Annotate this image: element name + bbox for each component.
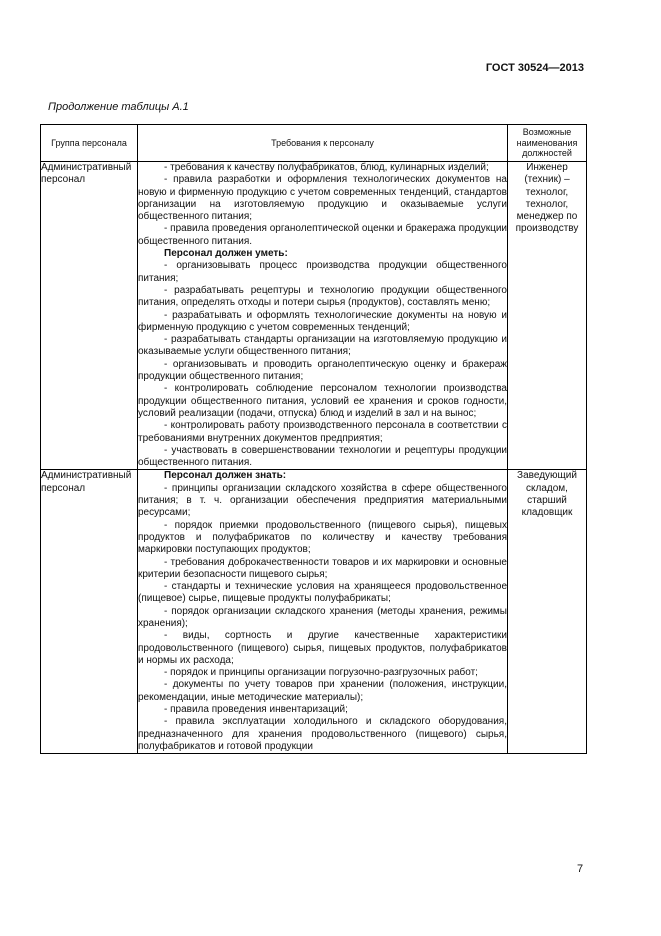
group-cell: Административный персонал bbox=[41, 162, 138, 470]
table-row bbox=[41, 162, 587, 470]
requirement-item: - контролировать соблюдение персоналом технологии производства продукции общественного питания, условий ее хранения и сроков годности, условий реализации (подачи, отпуска) блюд и изделий в зал и на вынос; bbox=[138, 383, 507, 419]
table-header-row bbox=[41, 125, 587, 162]
requirement-item: - участвовать в совершенствовании технологии и рецептуры продукции общественного питания. bbox=[138, 444, 507, 469]
requirement-item: - организовывать и проводить органолептическую оценку и бракераж продукции общественного питания; bbox=[138, 358, 507, 383]
header-requirements: Требования к персоналу bbox=[138, 125, 508, 162]
positions-cell: Инженер (техник) – технолог, технолог, менеджер по производству bbox=[508, 162, 587, 470]
requirement-item: - контролировать работу производственного персонала в соответствии с требованиями внутренних документов предприятия; bbox=[138, 420, 507, 444]
requirement-heading: Персонал должен уметь: bbox=[164, 248, 288, 260]
requirement-item: - требования доброкачественности товаров и их маркировки и основные критерии безопасности пищевого сырья; bbox=[138, 556, 507, 580]
requirement-item: - правила разработки и оформления технологических документов на новую и фирменную продукцию с учетом современных тенденций, стандартов организации на изготовляемую продукцию и оказываемые услуги общественного питания; bbox=[138, 174, 507, 223]
requirement-item: - документы по учету товаров при хранении (положения, инструкции, рекомендации, иные методические материалы); bbox=[138, 679, 507, 703]
requirement-item: - виды, сортность и другие качественные характеристики продовольственного (пищевого) сырья, пищевых продуктов, полуфабрикатов и нормы их расхода; bbox=[138, 630, 507, 666]
requirement-item: - порядок организации складского хранения (методы хранения, режимы хранения); bbox=[138, 605, 507, 629]
requirement-item: - правила эксплуатации холодильного и складского оборудования, предназначенного для хранения продовольственного (пищевого) сырья, полуфабрикатов и готовой продукции bbox=[138, 716, 507, 752]
table-continuation-caption: Продолжение таблицы А.1 bbox=[48, 101, 189, 113]
requirement-item: - стандарты и технические условия на хранящееся продовольственное (пищевое) сырье, пищевые продукты полуфабрикаты; bbox=[138, 581, 507, 605]
group-cell: Административный персонал bbox=[41, 470, 138, 754]
standard-number: ГОСТ 30524—2013 bbox=[485, 62, 584, 74]
requirement-item: - разрабатывать стандарты организации на изготовляемую продукцию и оказываемые услуги общественного питания; bbox=[138, 334, 507, 358]
requirement-item: - принципы организации складского хозяйства в сфере общественного питания; в т. ч. организации обеспечения предприятия материальными ресурсами; bbox=[138, 482, 507, 519]
header-group: Группа персонала bbox=[41, 125, 138, 162]
requirement-item: - порядок приемки продовольственного (пищевого сырья), пищевых продуктов и полуфабрикатов по количеству и качеству требования маркировки поступающих продуктов; bbox=[138, 519, 507, 556]
requirement-item: - правила проведения инвентаризаций; bbox=[164, 704, 348, 716]
requirement-heading: Персонал должен знать: bbox=[164, 470, 287, 482]
staff-requirements-table bbox=[40, 124, 587, 754]
header-positions: Возможные наименования должностей bbox=[508, 125, 587, 162]
requirements-cell bbox=[138, 470, 508, 754]
requirement-item: - разрабатывать рецептуры и технологию продукции общественного питания, определять отходы и потери сырья (продуктов), составлять меню; bbox=[138, 284, 507, 309]
page-number: 7 bbox=[577, 863, 584, 875]
requirement-item: - разрабатывать и оформлять технологические документы на новую и фирменную продукцию с учетом современных тенденций; bbox=[138, 309, 507, 333]
requirement-item: - требования к качеству полуфабрикатов, блюд, кулинарных изделий; bbox=[164, 162, 489, 173]
positions-cell: Заведующий складом, старший кладовщик bbox=[508, 470, 587, 754]
table-row bbox=[41, 470, 587, 754]
requirement-item: - порядок и принципы организации погрузочно-разгрузочных работ; bbox=[164, 667, 478, 679]
requirement-item: - организовывать процесс производства продукции общественного питания; bbox=[138, 260, 507, 284]
requirements-cell bbox=[138, 162, 508, 470]
requirement-item: - правила проведения органолептической оценки и бракеража продукции общественного питания. bbox=[138, 223, 507, 247]
